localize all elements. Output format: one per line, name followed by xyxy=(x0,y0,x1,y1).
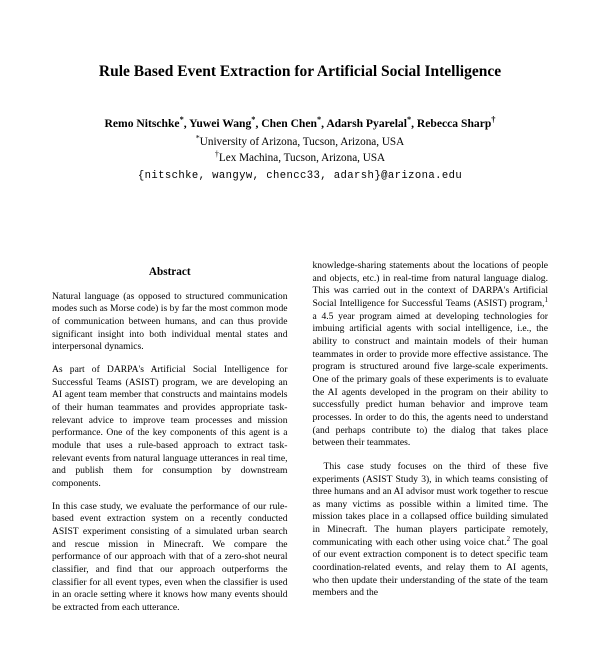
affiliation-primary: *University of Arizona, Tucson, Arizona, USA xyxy=(195,133,405,148)
intro-paragraph: knowledge-sharing statements about the locations of people and objects, etc.) in real-time from natural language dialog. This was carried out in the context of DARPA's Artificial Social Intelligence for Successful Teams (ASIST) program,$^1$ a 4.5 year program aimed at developing technologies for imbuing artificial agents with social intelligence, i.e., the ability to construct and maintain models of their human teammates in order to provide more effective assistance. The program is structured around five large-scale experiments. One of the primary goals of these experiments is to evaluate the AI agents developed in the program on their ability to successfully predict human behavior and improve team processes. In order to do this, the agents need to understand (and perhaps contribute to) the dialog that takes place between their teammates. xyxy=(312,260,548,449)
right-column xyxy=(313,260,549,662)
abstract-paragraph: Natural language (as opposed to structured communication modes such as Morse code) is by far the most common mode of communication between humans, and can thus provide significant insight into both individual mental states and interpersonal dynamics. xyxy=(52,290,288,353)
affiliation-secondary: †Lex Machina, Tucson, Arizona, USA xyxy=(214,149,386,164)
page-title: Rule Based Event Extraction for Artificial Social Intelligence xyxy=(98,63,502,80)
paper-page xyxy=(0,62,600,662)
abstract-paragraph: In this case study, we evaluate the performance of our rule-based event extraction system on a recently conducted ASIST experiment consisting of a simulated urban search and rescue mission in Minecraft. We compare the performance of our approach with that of a zero-shot neural classifier, and find that our approach outperforms the classifier for all event types, even when the classifier is used in an oracle setting where it knows how many events should be extracted from each utterance. xyxy=(52,500,288,613)
abstract-paragraph: As part of DARPA's Artificial Social Intelligence for Successful Teams (ASIST) program, we are developing an AI agent team member that constructs and maintains models of their human teammates and provides appropriate task-relevant advice to improve team processes and mission performance. One of the key components of this agent is a module that uses a rule-based approach to extract task-relevant events from natural language utterances in real time, and publish them for consumption by downstream components. xyxy=(52,364,288,489)
body-columns xyxy=(52,260,548,662)
author-list: Remo Nitschke*, Yuwei Wang*, Chen Chen*, Adarsh Pyarelal*, Rebecca Sharp† xyxy=(104,115,496,131)
contact-email: {nitschke, wangyw, chencc33, adarsh}@arizona.edu xyxy=(137,170,463,182)
abstract-heading: Abstract xyxy=(148,266,191,278)
left-column xyxy=(52,260,288,662)
intro-paragraph: This case study focuses on the third of these five experiments (ASIST Study 3), in which teams consisting of three humans and an AI advisor must work together to rescue as many victims as possible within a limited time. The mission takes place in a collapsed office building simulated in Minecraft. The human players participate remotely, communicating with each other using voice chat.$^2$ The goal of our event extraction component is to detect specific team coordination-related events, and relay them to AI agents, who then update their understanding of the state of the team members and the xyxy=(312,460,549,599)
